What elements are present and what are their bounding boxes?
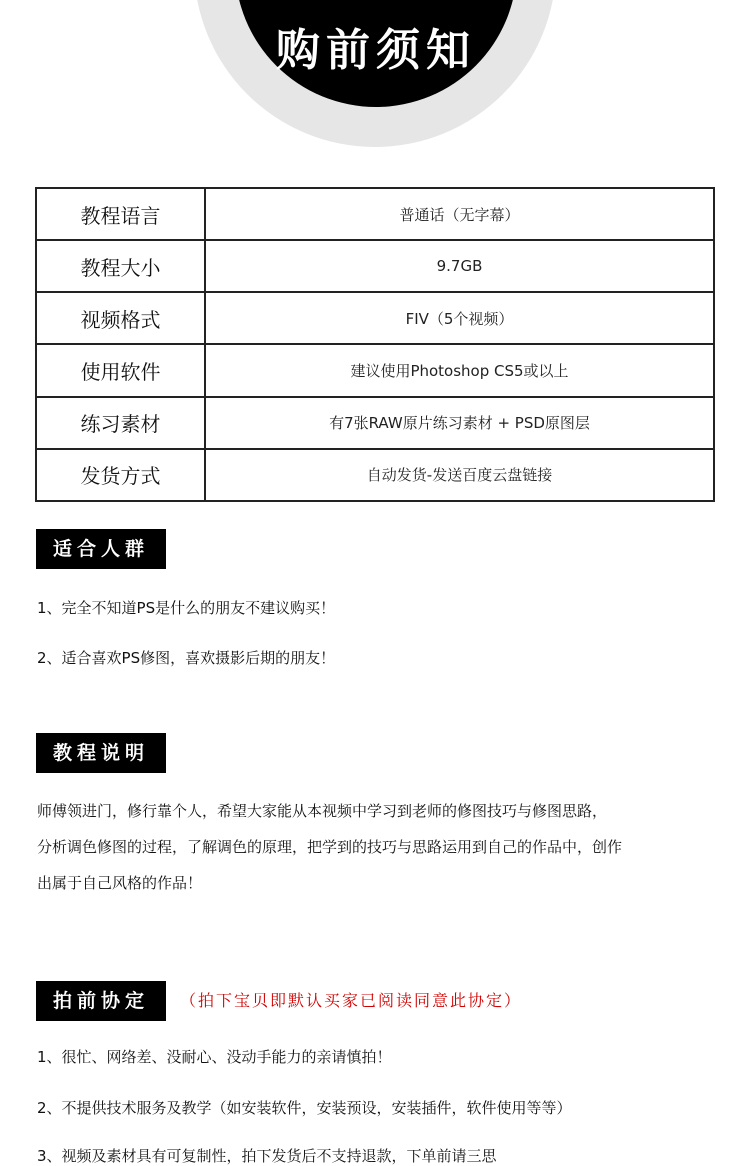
agreement-note: （拍下宝贝即默认买家已阅读同意此协定） xyxy=(180,991,523,1010)
table-row xyxy=(36,344,714,396)
spec-value: 建议使用Photoshop CS5或以上 xyxy=(205,344,714,396)
spec-key: 教程语言 xyxy=(36,188,205,240)
spec-key: 发货方式 xyxy=(36,449,205,501)
description-label: 教程说明 xyxy=(36,733,166,773)
spec-value: 普通话（无字幕） xyxy=(205,188,714,240)
description-line: 分析调色修图的过程，了解调色的原理，把学到的技巧与思路运用到自己的作品中，创作 xyxy=(37,838,623,856)
description-line: 出属于自己风格的作品！ xyxy=(37,874,203,892)
audience-label: 适合人群 xyxy=(36,529,166,569)
spec-key: 使用软件 xyxy=(36,344,205,396)
spec-value: 有7张RAW原片练习素材 + PSD原图层 xyxy=(205,397,714,449)
table-row xyxy=(36,449,714,501)
audience-line: 1、完全不知道PS是什么的朋友不建议购买！ xyxy=(37,599,336,617)
spec-key: 视频格式 xyxy=(36,292,205,344)
agreement-line: 2、不提供技术服务及教学（如安装软件，安装预设，安装插件，软件使用等等） xyxy=(37,1099,572,1117)
spec-key: 练习素材 xyxy=(36,397,205,449)
spec-value: 自动发货-发送百度云盘链接 xyxy=(205,449,714,501)
spec-key: 教程大小 xyxy=(36,240,205,292)
table-row xyxy=(36,397,714,449)
agreement-line: 1、很忙、网络差、没耐心、没动手能力的亲请慎拍！ xyxy=(37,1048,392,1066)
spec-value: FIV（5个视频） xyxy=(205,292,714,344)
page-title: 购前须知 xyxy=(276,25,476,76)
table-row xyxy=(36,292,714,344)
audience-line: 2、适合喜欢PS修图，喜欢摄影后期的朋友！ xyxy=(37,649,336,667)
description-line: 师傅领进门，修行靠个人，希望大家能从本视频中学习到老师的修图技巧与修图思路， xyxy=(37,802,608,820)
spec-table xyxy=(35,187,715,502)
agreement-label: 拍前协定 xyxy=(36,981,166,1021)
table-row xyxy=(36,240,714,292)
spec-value: 9.7GB xyxy=(205,240,714,292)
table-row xyxy=(36,188,714,240)
agreement-line: 3、视频及素材具有可复制性，拍下发货后不支持退款，下单前请三思 xyxy=(37,1147,497,1165)
